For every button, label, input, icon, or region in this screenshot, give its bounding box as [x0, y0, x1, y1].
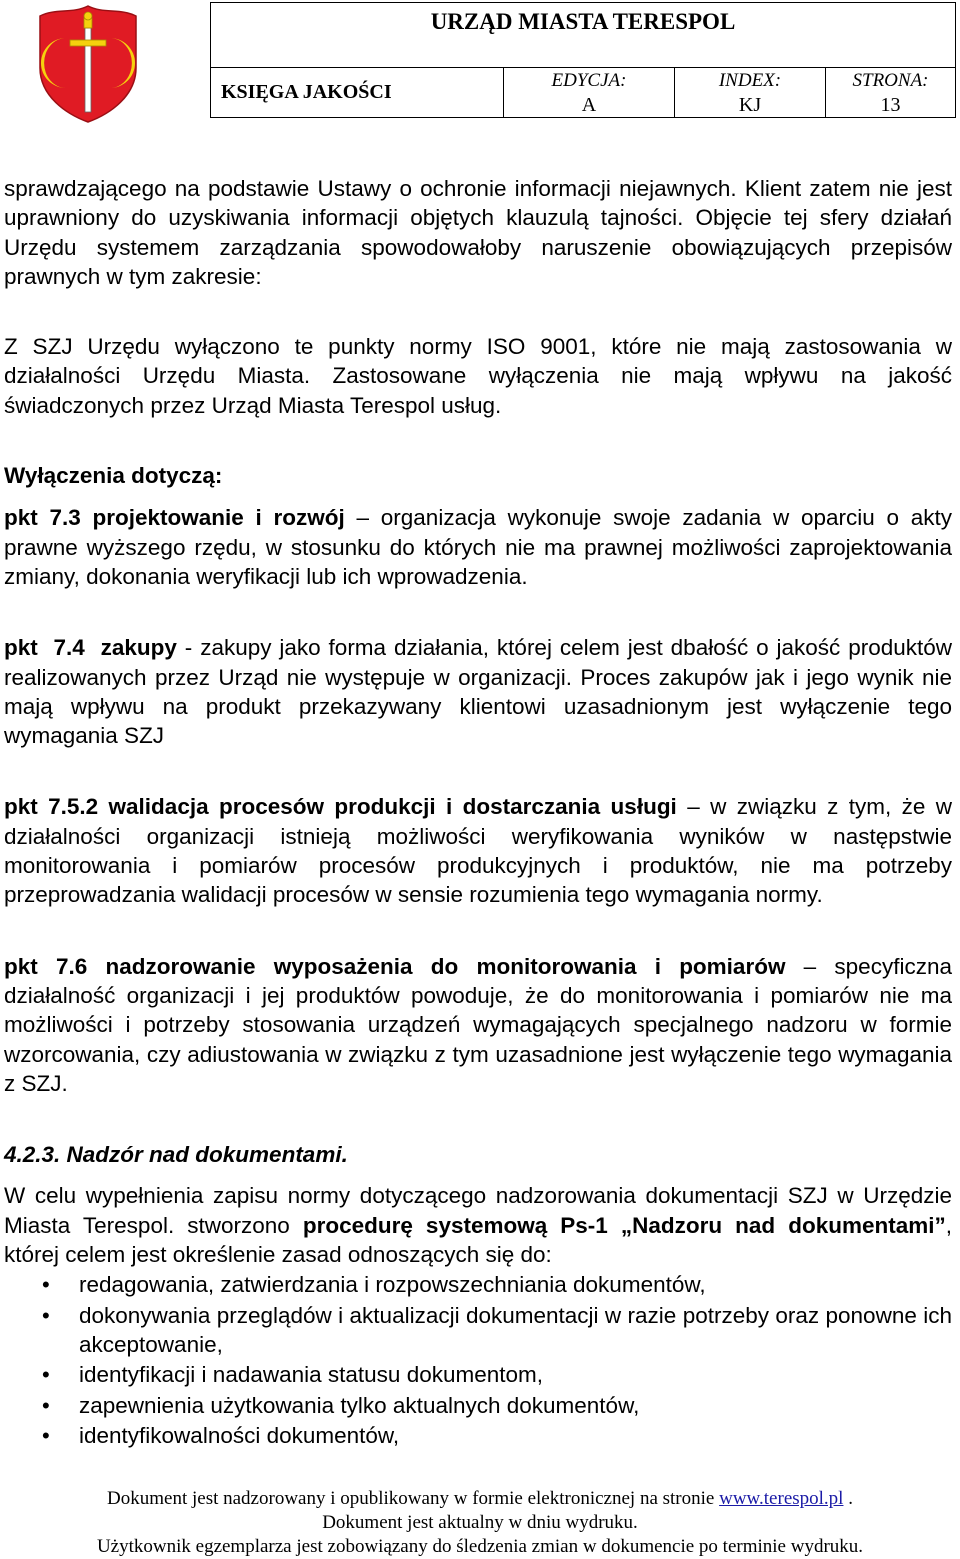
footer-line-1	[0, 1487, 960, 1511]
document-body	[4, 174, 952, 1450]
procedure-text-start: W celu wypełnienia zapisu normy dotyczącego nadzorowania dokumentacji SZJ w Urzędzie Miasta Terespol. stworzono	[4, 1183, 952, 1238]
clause-7-5-2	[4, 792, 952, 909]
page-number: 13	[880, 93, 901, 116]
clause-7-3-text: – organizacja wykonuje swoje zadania w oparciu o akty prawne wyższego rzędu, w stosunku do których nie ma prawnej możliwości zaprojektowania zmiany, dokonania weryfikacji lub ich wprowadzenia.	[4, 505, 953, 589]
paragraph-intro: sprawdzającego na podstawie Ustawy o ochronie informacji niejawnych. Klient zatem nie jest uprawniony do uzyskiwania informacji objętych klauzulą tajności. Objęcie tej sfery działań Urzędu systemem zarządzania spowodowałoby naruszenie obowiązujących przepisów prawnych w tym zakresie:	[4, 176, 952, 289]
list-item: • redagowania, zatwierdzania i rozpowszechniania dokumentów,	[4, 1270, 952, 1299]
clause-7-6	[4, 952, 952, 1098]
paragraph-iso-exclusions: Z SZJ Urzędu wyłączono te punkty normy ISO 9001, które nie mają zastosowania w działalności Urzędu Miasta. Zastosowane wyłączenia nie mają wpływu na jakość świadczonych przez Urząd Miasta Terespol usług.	[4, 334, 952, 418]
website-link[interactable]: www.terespol.pl	[719, 1488, 844, 1509]
footer-line-2: Dokument jest aktualny w dniu wydruku.	[322, 1512, 638, 1533]
footer-line-3: Użytkownik egzemplarza jest zobowiązany do śledzenia zmian w dokumencie po terminie wydruku.	[96, 1536, 864, 1557]
procedure-scope-list	[4, 1270, 952, 1450]
clause-7-6-text: – specyficzna działalność organizacji i jej produktów powoduje, że do monitorowania i pomiarów nie ma możliwości i potrzeby stosowania urządzeń wymagających specjalnego nadzoru w formie wzorcowania, czy adiustowania w związku z tym uzasadnione jest wyłączenie tego wymagania z SZJ.	[4, 953, 952, 1096]
clause-7-4-text: - zakupy jako forma działania, której celem jest dbałość o jakość produktów realizowanych przez Urząd nie występuje w organizacji. Proces zakupów jak i jego wynik nie mają wpływu na produkt przekazywany klientowi uzasadnionym jest wyłączenie tego wymagania SZJ	[4, 635, 953, 749]
document-footer	[0, 1487, 960, 1559]
clause-7-4-title: pkt 7.4 zakupy	[4, 635, 177, 661]
index-cell	[675, 68, 826, 118]
list-item: • zapewnienia użytkowania tylko aktualnych dokumentów,	[4, 1391, 952, 1420]
clause-7-5-2-text: – w związku z tym, że w działalności organizacji istnieją możliwości weryfikowania wyników w następstwie monitorowania i pomiarów procesów produkcyjnych i produktów, nie ma potrzeby przeprowadzania walidacji procesów w sensie rozumienia tego wymagania normy.	[4, 794, 952, 908]
edition-cell	[504, 68, 675, 118]
page-cell	[826, 68, 956, 118]
page-label: STRONA:	[852, 69, 929, 91]
section-heading: 4.2.3. Nadzór nad dokumentami.	[4, 1142, 348, 1168]
coat-of-arms-logo	[36, 4, 140, 124]
list-item: • identyfikacji i nadawania statusu dokumentom,	[4, 1360, 952, 1389]
paragraph-procedure	[4, 1181, 952, 1269]
clause-7-4	[4, 633, 952, 750]
institution-title: URZĄD MIASTA TERESPOL	[211, 3, 956, 68]
list-item: • dokonywania przeglądów i aktualizacji dokumentacji w razie potrzeby oraz ponowne ich akceptowanie,	[4, 1301, 952, 1360]
clause-7-3-title: pkt 7.3 projektowanie i rozwój	[4, 505, 345, 531]
edition-value: A	[581, 93, 597, 116]
edition-label: EDYCJA:	[551, 69, 627, 91]
list-item: • identyfikowalności dokumentów,	[4, 1421, 952, 1450]
procedure-text-end: , której celem jest określenie zasad odnoszących się do:	[4, 1212, 952, 1268]
clause-7-3	[4, 503, 952, 591]
index-label: INDEX:	[718, 69, 782, 91]
index-value: KJ	[738, 93, 762, 116]
book-title: KSIĘGA JAKOŚCI	[211, 68, 504, 118]
exclusions-heading: Wyłączenia dotyczą:	[4, 463, 223, 489]
clause-7-6-title: pkt 7.6 nadzorowanie wyposażenia do monitorowania i pomiarów	[4, 953, 786, 979]
clause-7-5-2-title: pkt 7.5.2 walidacja procesów produkcji i dostarczania usługi	[4, 794, 677, 820]
document-header	[210, 2, 956, 118]
procedure-name: procedurę systemową Ps-1 „Nadzoru nad dokumentami”	[302, 1212, 946, 1238]
footer-publication-text: Dokument jest nadzorowany i opublikowany w formie elektronicznej na stronie	[107, 1488, 720, 1509]
footer-period: .	[843, 1488, 853, 1509]
